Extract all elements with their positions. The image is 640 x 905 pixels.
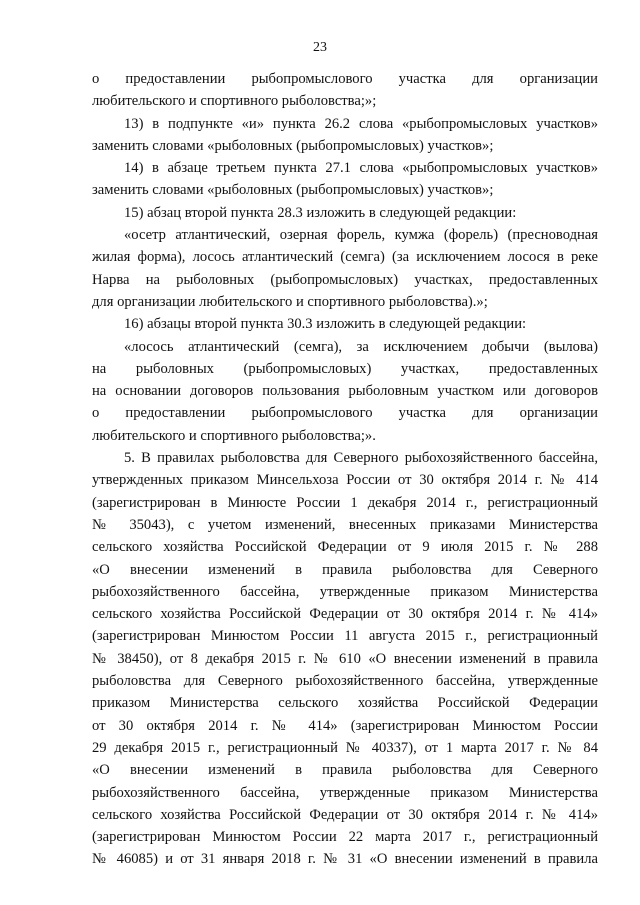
document-body <box>92 68 598 871</box>
text-line: «осетр атлантический, озерная форель, кумжа (форель) (пресноводная <box>124 227 598 244</box>
text-line: о предоставлении рыбопромыслового участка для организации <box>92 71 598 87</box>
text-line: 16) абзацы второй пункта 30.3 изложить в следующей редакции: <box>124 316 527 333</box>
text-line: утвержденных приказом Минсельхоза России от 30 октября 2014 г. № 414 <box>92 472 598 489</box>
text-line: 29 декабря 2015 г., регистрационный № 40337), от 1 марта 2017 г. № 84 <box>92 739 598 756</box>
text-line: «О внесении изменений в правила рыболовства для Северного <box>92 762 598 779</box>
page-number: 23 <box>313 40 327 55</box>
text-line: на основании договоров пользования рыболовным участком или договоров <box>92 383 598 400</box>
text-line: «лосось атлантический (семга), за исключением добычи (вылова) <box>124 338 598 355</box>
text-line: 5. В правилах рыболовства для Северного рыбохозяйственного бассейна, <box>124 450 598 467</box>
text-line: рыбохозяйственного бассейна, утвержденные приказом Министерства <box>92 583 598 600</box>
text-line: заменить словами «рыболовных (рыбопромысловых) участков»; <box>92 182 494 199</box>
text-line: сельского хозяйства Российской Федерации от 9 июля 2015 г. № 288 <box>92 539 598 556</box>
text-line: (зарегистрирован в Минюсте России 1 декабря 2014 г., регистрационный <box>92 494 598 511</box>
text-line: № 38450), от 8 декабря 2015 г. № 610 «О внесении изменений в правила <box>92 650 598 667</box>
text-line: рыбохозяйственного бассейна, утвержденные приказом Министерства <box>92 784 598 801</box>
text-line: 14) в абзаце третьем пункта 27.1 слова «рыбопромысловых участков» <box>124 160 598 177</box>
text-line: жилая форма), лосось атлантический (семга) (за исключением лосося в реке <box>92 249 598 266</box>
text-line: сельского хозяйства Российской Федерации от 30 октября 2014 г. № 414» <box>92 606 598 623</box>
text-line: «О внесении изменений в правила рыболовства для Северного <box>92 561 598 578</box>
text-line: (зарегистрирован Минюстом России 22 марта 2017 г., регистрационный <box>92 829 598 846</box>
text-line: № 35043), с учетом изменений, внесенных приказами Министерства <box>92 516 598 533</box>
text-line: рыболовства для Северного рыбохозяйственного бассейна, утвержденные <box>92 673 598 690</box>
text-line: сельского хозяйства Российской Федерации от 30 октября 2014 г. № 414» <box>92 806 598 823</box>
text-line: от 30 октября 2014 г. № 414» (зарегистрирован Минюстом России <box>92 717 598 734</box>
text-line: (зарегистрирован Минюстом России 11 августа 2015 г., регистрационный <box>92 628 598 645</box>
text-line: 15) абзац второй пункта 28.3 изложить в следующей редакции: <box>124 204 517 221</box>
text-line: приказом Министерства сельского хозяйства Российской Федерации <box>92 695 598 712</box>
text-line: 13) в подпункте «и» пункта 26.2 слова «рыбопромысловых участков» <box>124 115 598 132</box>
text-line: № 46085) и от 31 января 2018 г. № 31 «О внесении изменений в правила <box>92 851 598 868</box>
text-line: о предоставлении рыбопромыслового участка для организации <box>92 405 598 422</box>
text-line: для организации любительского и спортивного рыболовства).»; <box>92 293 488 310</box>
text-line: любительского и спортивного рыболовства;». <box>92 427 376 444</box>
text-line: Нарва на рыболовных (рыбопромысловых) участках, предоставленных <box>92 271 598 288</box>
text-line: заменить словами «рыболовных (рыбопромысловых) участков»; <box>92 137 494 154</box>
text-line: любительского и спортивного рыболовства;»; <box>92 93 377 110</box>
text-line: на рыболовных (рыбопромысловых) участках, предоставленных <box>92 360 598 377</box>
